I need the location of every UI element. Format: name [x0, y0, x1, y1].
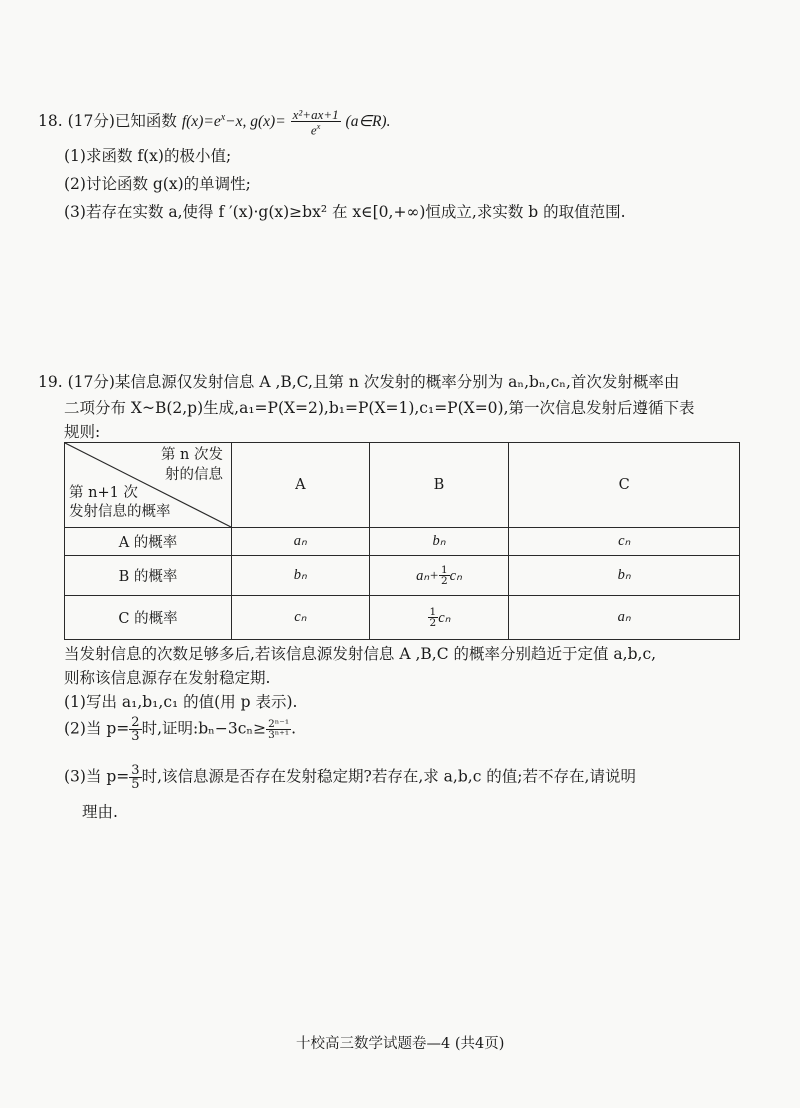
q18-header: 18. (17分)已知函数 [38, 112, 177, 131]
rules-table [64, 442, 740, 640]
table-cell: bₙ [369, 528, 509, 556]
q18-part2: (2)讨论函数 g(x)的单调性; [64, 175, 251, 193]
q18-stem [38, 108, 390, 136]
rhs-fraction: $\frac{\text{2ⁿ⁻¹}}{\text{3ⁿ⁺¹}}$ [268, 717, 290, 741]
q18-part3: (3)若存在实数 a,使得 f ′(x)·g(x)≥bx² 在 x∈[0,+∞)恒成立,求实数 b 的取值范围. [64, 203, 626, 221]
q18-part1: (1)求函数 f(x)的极小值; [64, 147, 232, 165]
q19-part1: (1)写出 a₁,b₁,c₁ 的值(用 p 表示). [64, 693, 298, 711]
table-row [65, 528, 740, 556]
page-footer: 十校高三数学试题卷—4 (共4页) [296, 1036, 505, 1052]
table-cell: aₙ [232, 528, 370, 556]
table-cell: aₙ+ $\frac{1}{2}$ cₙ [369, 556, 509, 596]
table-cell: cₙ [509, 528, 740, 556]
col-header-a: A [232, 443, 370, 528]
table-row [65, 556, 740, 596]
q19-line3: 规则: [64, 423, 101, 441]
table-cell: aₙ [509, 596, 740, 640]
q19-part3: (3)当 p= $\frac{3}{5}$ 时,该信息源是否存在发射稳定期?若存在,求 a,b,c 的值;若不存在,请说明 [64, 763, 636, 792]
q19-part2: (2)当 p= $\frac{2}{3}$ 时,证明:bₙ−3cₙ≥ $\frac{\text{2ⁿ⁻¹}}{\text{3ⁿ⁺¹}}$ . [64, 715, 296, 744]
p-fraction: $\frac{3}{5}$ [131, 763, 140, 792]
p-fraction: $\frac{2}{3}$ [131, 715, 140, 744]
q19-line1: 19. (17分)某信息源仅发射信息 A ,B,C,且第 n 次发射的概率分别为 aₙ,bₙ,cₙ,首次发射概率由 [38, 373, 680, 391]
table-corner-cell [65, 443, 232, 528]
q18-g-tail: (a∈R). [345, 113, 391, 131]
q18-f-expr: $f(x)=e^x-x$, g(x)= [181, 112, 286, 131]
q19-part3-cont: 理由. [82, 803, 118, 821]
row-label: C 的概率 [65, 596, 232, 640]
row-label: A 的概率 [65, 528, 232, 556]
q18-g-fraction: $\frac{\text{x²+ax+1}}{e^x}$ [292, 107, 339, 138]
table-cell: bₙ [509, 556, 740, 596]
row-label: B 的概率 [65, 556, 232, 596]
corner-bottom-label: 第 n+1 次 发射信息的概率 [69, 484, 171, 521]
table-cell: cₙ [232, 596, 370, 640]
table-cell: bₙ [232, 556, 370, 596]
col-header-b: B [369, 443, 509, 528]
table-cell: $\frac{1}{2}$ cₙ [369, 596, 509, 640]
table-row [65, 596, 740, 640]
q19-after1: 当发射信息的次数足够多后,若该信息源发射信息 A ,B,C 的概率分别趋近于定值 a,b,c, [64, 645, 657, 663]
corner-top-label: 第 n 次发 射的信息 [160, 447, 223, 484]
col-header-c: C [509, 443, 740, 528]
q19-after2: 则称该信息源存在发射稳定期. [64, 669, 271, 687]
q19-line2: 二项分布 X~B(2,p)生成,a₁=P(X=2),b₁=P(X=1),c₁=P(X=0),第一次信息发射后遵循下表 [64, 399, 695, 417]
